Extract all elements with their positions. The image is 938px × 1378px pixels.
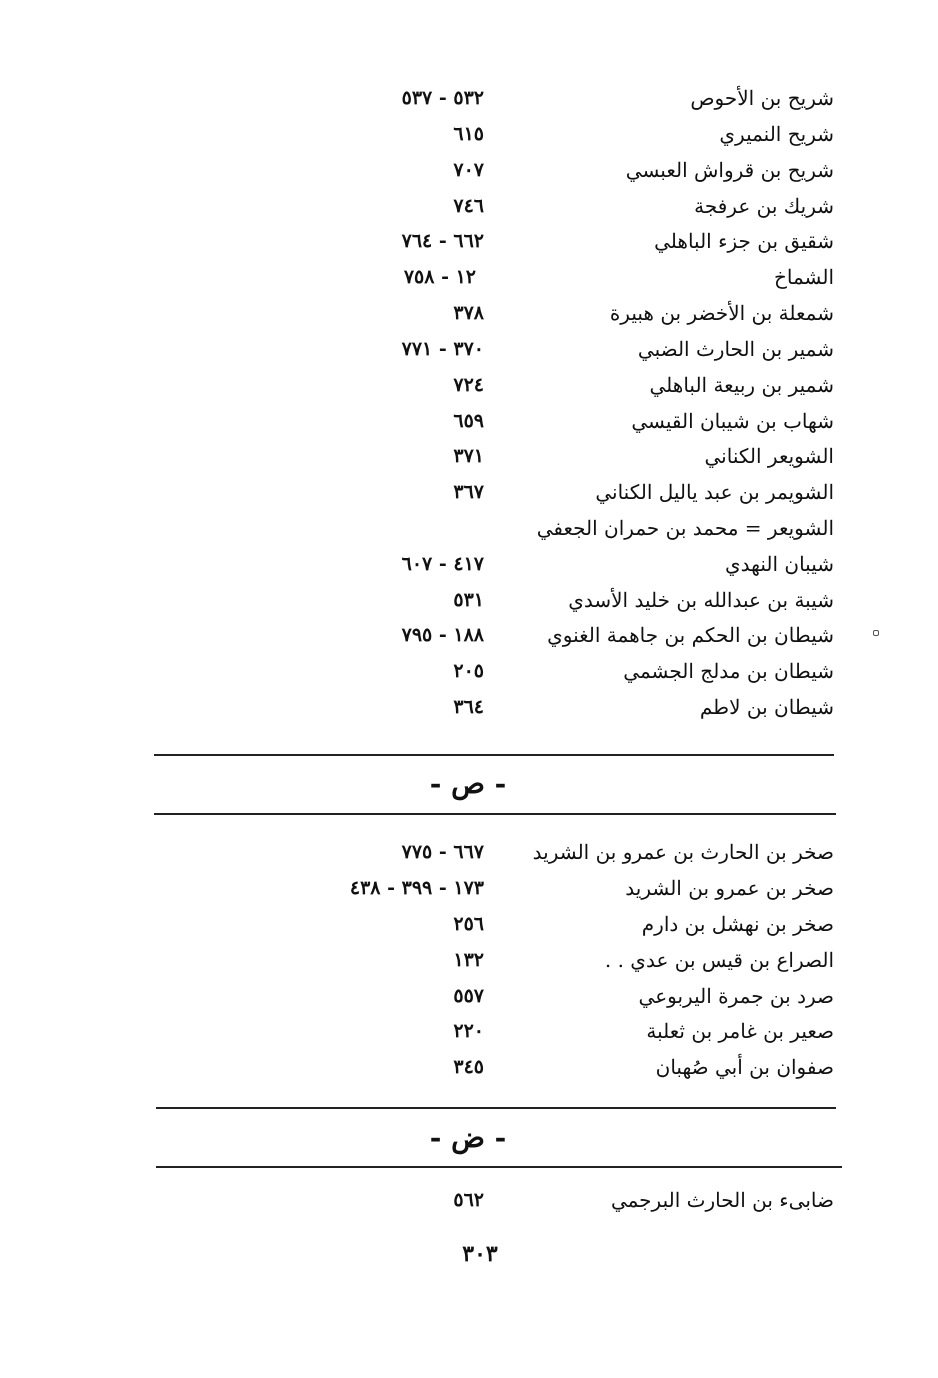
entry-name: الشماخ <box>773 265 834 289</box>
entry-pages: ٢٠٥ <box>453 660 484 682</box>
scan-speck <box>873 630 879 636</box>
entry-name: شيبة بن عبدالله بن خليد الأسدي <box>568 588 834 612</box>
index-entry <box>0 80 938 116</box>
entry-pages: ٦٦٢ - ٧٦٤ <box>401 230 484 252</box>
entry-name: شيطان بن مدلج الجشمي <box>623 659 834 683</box>
entry-pages: ٣٦٧ <box>453 481 484 503</box>
section-heading-dad: - ض - <box>429 1121 507 1154</box>
index-entry <box>0 689 938 725</box>
section-divider <box>154 754 834 756</box>
entry-name: شيطان بن لاطم <box>699 695 834 719</box>
entry-pages: ٦١٥ <box>453 123 484 145</box>
entry-name: شريح بن قرواش العبسي <box>625 158 834 182</box>
entry-pages: ٢٥٦ <box>453 913 484 935</box>
index-entry <box>0 188 938 224</box>
entry-pages: ٥٦٢ <box>453 1189 484 1211</box>
entry-pages: ٦٥٩ <box>453 410 484 432</box>
entry-name: الشويمر بن عبد ياليل الكناني <box>595 480 834 504</box>
entry-pages: ٦٦٧ - ٧٧٥ <box>401 841 484 863</box>
index-entry <box>0 653 938 689</box>
entry-pages: ١٧٣ - ٣٩٩ - ٤٣٨ <box>349 877 484 899</box>
entry-name: صخر بن الحارث بن عمرو بن الشريد <box>532 840 834 864</box>
entry-name: صرد بن جمرة اليربوعي <box>638 984 834 1008</box>
section-divider <box>156 1166 842 1168</box>
entry-name: الشويعر الكناني <box>704 444 834 468</box>
index-entry <box>0 1182 938 1218</box>
entry-pages: ٥٥٧ <box>453 985 484 1007</box>
index-entry <box>0 295 938 331</box>
entry-name: الشويعر = محمد بن حمران الجعفي <box>536 516 834 540</box>
entry-name: شمعلة بن الأخضر بن هبيرة <box>609 301 834 325</box>
entry-name: صعير بن غامر بن ثعلبة <box>646 1019 834 1043</box>
entry-name: شقيق بن جزء الباهلي <box>654 229 834 253</box>
entry-pages: ٧٢٤ <box>453 374 484 396</box>
entry-name: الصراع بن قيس بن عدي . . <box>604 948 834 972</box>
entry-name: شريك بن عرفجة <box>694 194 834 218</box>
entry-name: شيطان بن الحكم بن جاهمة الغنوي <box>547 623 834 647</box>
index-entry <box>0 870 938 906</box>
entry-pages: ٣٤٥ <box>453 1056 484 1078</box>
index-entry <box>0 942 938 978</box>
entry-pages: ٣٧٨ <box>453 302 484 324</box>
index-entry <box>0 582 938 618</box>
index-entry <box>0 834 938 870</box>
entry-name: شريح النميري <box>719 122 834 146</box>
section-divider <box>156 1107 836 1109</box>
index-entry <box>0 152 938 188</box>
entry-pages: ٤١٧ - ٦٠٧ <box>401 553 484 575</box>
entry-name: شيبان النهدي <box>724 552 834 576</box>
entry-pages: ١٣٢ <box>453 949 484 971</box>
page-number: ٣٠٣ <box>462 1241 498 1267</box>
index-entry <box>0 259 938 295</box>
entry-pages: ٣٧١ <box>453 445 484 467</box>
entry-name: شهاب بن شيبان القيسي <box>631 409 834 433</box>
index-entry <box>0 617 938 653</box>
index-entry <box>0 546 938 582</box>
entry-pages: ٥٣١ <box>453 589 484 611</box>
entry-name: صخر بن عمرو بن الشريد <box>625 876 834 900</box>
index-entry <box>0 223 938 259</box>
entry-name: شريح بن الأحوص <box>690 86 834 110</box>
section-divider <box>154 813 836 815</box>
entry-name: صخر بن نهشل بن دارم <box>641 912 834 936</box>
index-entry <box>0 474 938 510</box>
index-entry <box>0 403 938 439</box>
index-entry <box>0 510 938 546</box>
entry-pages: ٢٢٠ <box>453 1020 484 1042</box>
index-entry <box>0 978 938 1014</box>
entry-name: ضابىء بن الحارث البرجمي <box>610 1188 834 1212</box>
entry-pages: ٣٧٠ - ٧٧١ <box>401 338 484 360</box>
index-entry <box>0 1013 938 1049</box>
entry-pages: ٥٣٢ - ٥٣٧ <box>401 87 484 109</box>
entry-name: شمير بن الحارث الضبي <box>637 337 834 361</box>
entry-pages: ١٨٨ - ٧٩٥ <box>401 624 484 646</box>
index-entry <box>0 331 938 367</box>
entry-pages: ٧٠٧ <box>453 159 484 181</box>
entry-name: صفوان بن أبي صُهبان <box>655 1055 834 1079</box>
section-heading-sad: - ص - <box>429 767 507 800</box>
entry-pages: ١٢ - ٧٥٨ <box>403 266 476 288</box>
index-entry <box>0 367 938 403</box>
index-entry <box>0 1049 938 1085</box>
index-entry <box>0 906 938 942</box>
index-entry <box>0 116 938 152</box>
entry-pages: ٣٦٤ <box>453 696 484 718</box>
index-entry <box>0 438 938 474</box>
entry-name: شمير بن ربيعة الباهلي <box>649 373 834 397</box>
entry-pages: ٧٤٦ <box>453 195 484 217</box>
